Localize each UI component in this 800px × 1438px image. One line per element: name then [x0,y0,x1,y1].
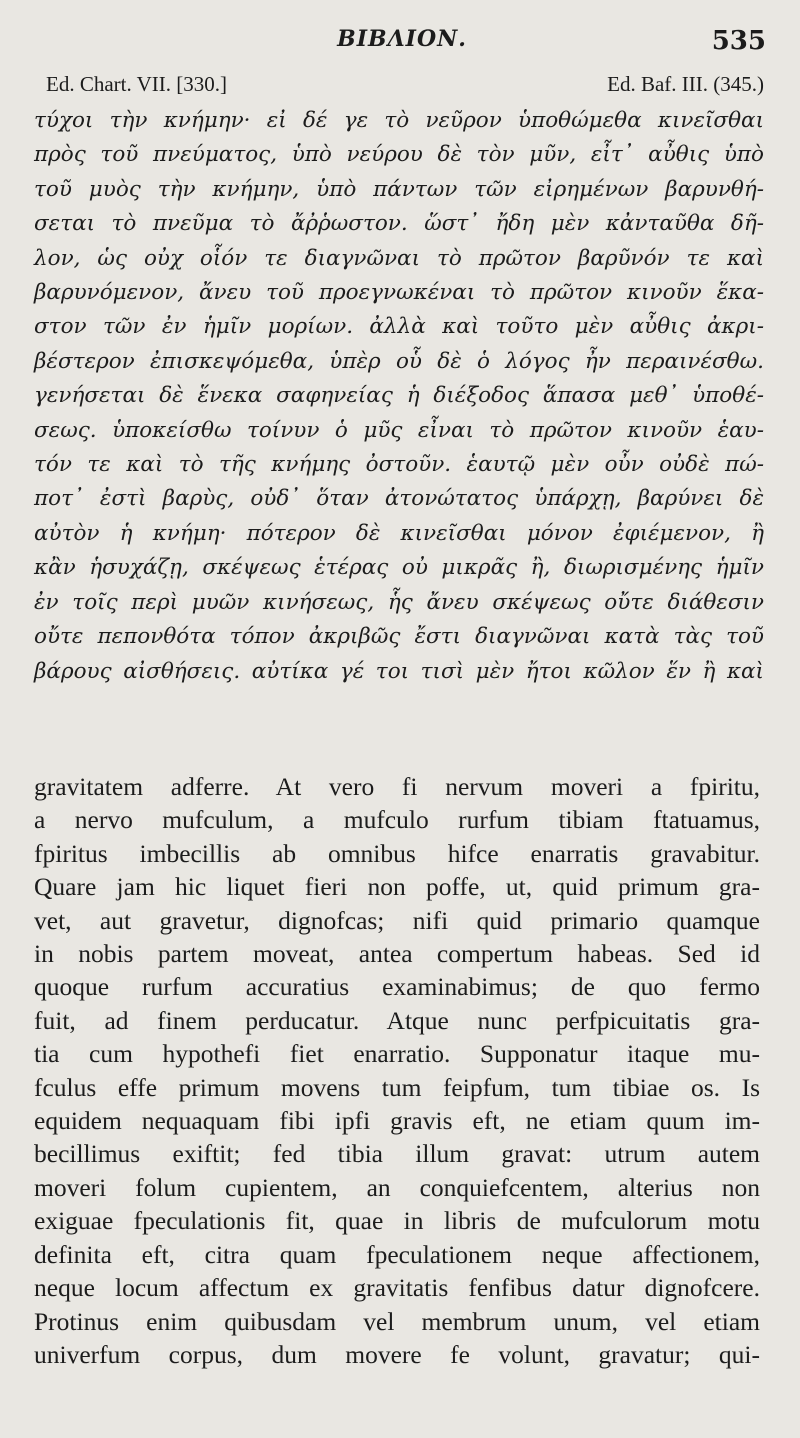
latin-text-line: tia cum hypothefi fiet enarratio. Supponatur itaque mu- [34,1039,760,1069]
greek-text-line: κἂν ἡσυχάζῃ, σκέψεως ἑτέρας οὐ μικρᾶς ἢ, διωρισμένης ἡμῖν [34,555,764,581]
greek-text-line: στον τῶν ἐν ἡμῖν μορίων. ἀλλὰ καὶ τοῦτο μὲν αὖθις ἀκρι- [34,314,764,340]
latin-text-line: in nobis partem moveat, antea compertum habeas. Sed id [34,939,760,969]
latin-text-line: gravitatem adferre. At vero fi nervum moveri a fpiritu, [34,772,760,801]
latin-text-line: neque locum affectum ex gravitatis fenfibus datur dignofcere. [34,1273,760,1303]
greek-text-line: οὔτε πεπονθότα τόπον ἀκριβῶς ἔστι διαγνῶναι κατὰ τὰς τοῦ [34,624,764,650]
page-number: 535 [711,26,766,56]
latin-text-line: equidem nequaquam fibi ipfi gravis eft, ne etiam quum im- [34,1106,760,1136]
greek-text-line: σεται τὸ πνεῦμα τὸ ἄῤῥωστον. ὥστ᾽ ἤδη μὲν κἀνταῦθα δῆ- [34,211,764,237]
latin-text-block [34,770,760,1371]
greek-text-line: αὐτὸν ἡ κνήμη· πότερον δὲ κινεῖσθαι μόνον ἐφιέμενον, ἢ [34,520,764,546]
greek-text-line: λον, ὡς οὐχ οἷόν τε διαγνῶναι τὸ πρῶτον βαρῦνόν τε καὶ [34,245,764,271]
greek-text-block [34,104,764,689]
greek-text-line: ἐν τοῖς περὶ μυῶν κινήσεως, ἧς ἄνευ σκέψεως οὔτε διάθεσιν [34,589,764,615]
latin-text-line: Quare jam hic liquet fieri non poffe, ut, quid primum gra- [34,872,760,902]
latin-text-line: fculus effe primum movens tum feipfum, tum tibiae os. Is [34,1072,760,1102]
greek-text-line: πρὸς τοῦ πνεύματος, ὑπὸ νεύρου δὲ τὸν μῦν, εἶτ᾽ αὖθις ὑπὸ [34,142,764,168]
greek-text-line: τύχοι τὴν κνήμην· εἰ δέ γε τὸ νεῦρον ὑποθώμεθα κινεῖσθαι [34,108,764,133]
latin-text-line: becillimus exiftit; fed tibia illum gravat: utrum autem [34,1139,760,1169]
latin-text-line: quoque rurfum accuratius examinabimus; de quo fermo [34,972,760,1002]
latin-text-line: definita eft, citra quam fpeculationem neque affectionem, [34,1239,760,1269]
latin-text-line: a nervo mufculum, a mufculo rurfum tibiam ftatuamus, [34,805,760,835]
greek-text-line: σεως. ὑποκείσθω τοίνυν ὁ μῦς εἶναι τὸ πρῶτον κινοῦν ἑαυ- [34,417,764,443]
greek-text-line: βαρυνόμενον, ἄνευ τοῦ προεγνωκέναι τὸ πρῶτον κινοῦν ἕκα- [34,280,764,306]
latin-text-line: univerfum corpus, dum movere fe volunt, gravatur; qui- [34,1339,760,1369]
latin-text-line: vet, aut gravetur, dignofcas; nifi quid primario quamque [34,905,760,935]
latin-text-line: fuit, ad finem perducatur. Atque nunc perfpicuitatis gra- [34,1005,760,1035]
greek-text-line: βέστερον ἐπισκεψόμεθα, ὑπὲρ οὗ δὲ ὁ λόγος ἦν περαινέσθω. [34,348,764,374]
greek-text-line: τοῦ μυὸς τὴν κνήμην, ὑπὸ πάντων τῶν εἰρημένων βαρυνθή- [34,176,764,202]
latin-text-line: exiguae fpeculationis fit, quae in libris de mufculorum motu [34,1206,760,1236]
latin-text-line: fpiritus imbecillis ab omnibus hifce enarratis gravabitur. [34,838,760,868]
edition-reference-left: Ed. Chart. VII. [330.] [46,72,227,96]
greek-text-line: βάρους αἰσθήσεις. αὐτίκα γέ τοι τισὶ μὲν ἤτοι κῶλον ἕν ἢ καὶ [34,658,764,684]
running-title: BIBΛΙΟΝ. [337,26,467,52]
edition-reference-right: Ed. Baf. III. (345.) [607,72,764,96]
latin-text-line: Protinus enim quibusdam vel membrum unum, vel etiam [34,1306,760,1336]
running-head [34,26,770,62]
greek-text-line: τόν τε καὶ τὸ τῆς κνήμης ὀστοῦν. ἑαυτῷ μὲν οὖν οὐδὲ πώ- [34,452,764,478]
edition-reference-line [46,72,764,100]
greek-text-line: ποτ᾽ ἐστὶ βαρὺς, οὐδ᾽ ὅταν ἀτονώτατος ὑπάρχῃ, βαρύνει δὲ [34,486,764,512]
latin-text-line: moveri folum cupientem, an conquiefcentem, alterius non [34,1172,760,1202]
greek-text-line: γενήσεται δὲ ἕνεκα σαφηνείας ἡ διέξοδος ἅπασα μεθ᾽ ὑποθέ- [34,383,764,409]
